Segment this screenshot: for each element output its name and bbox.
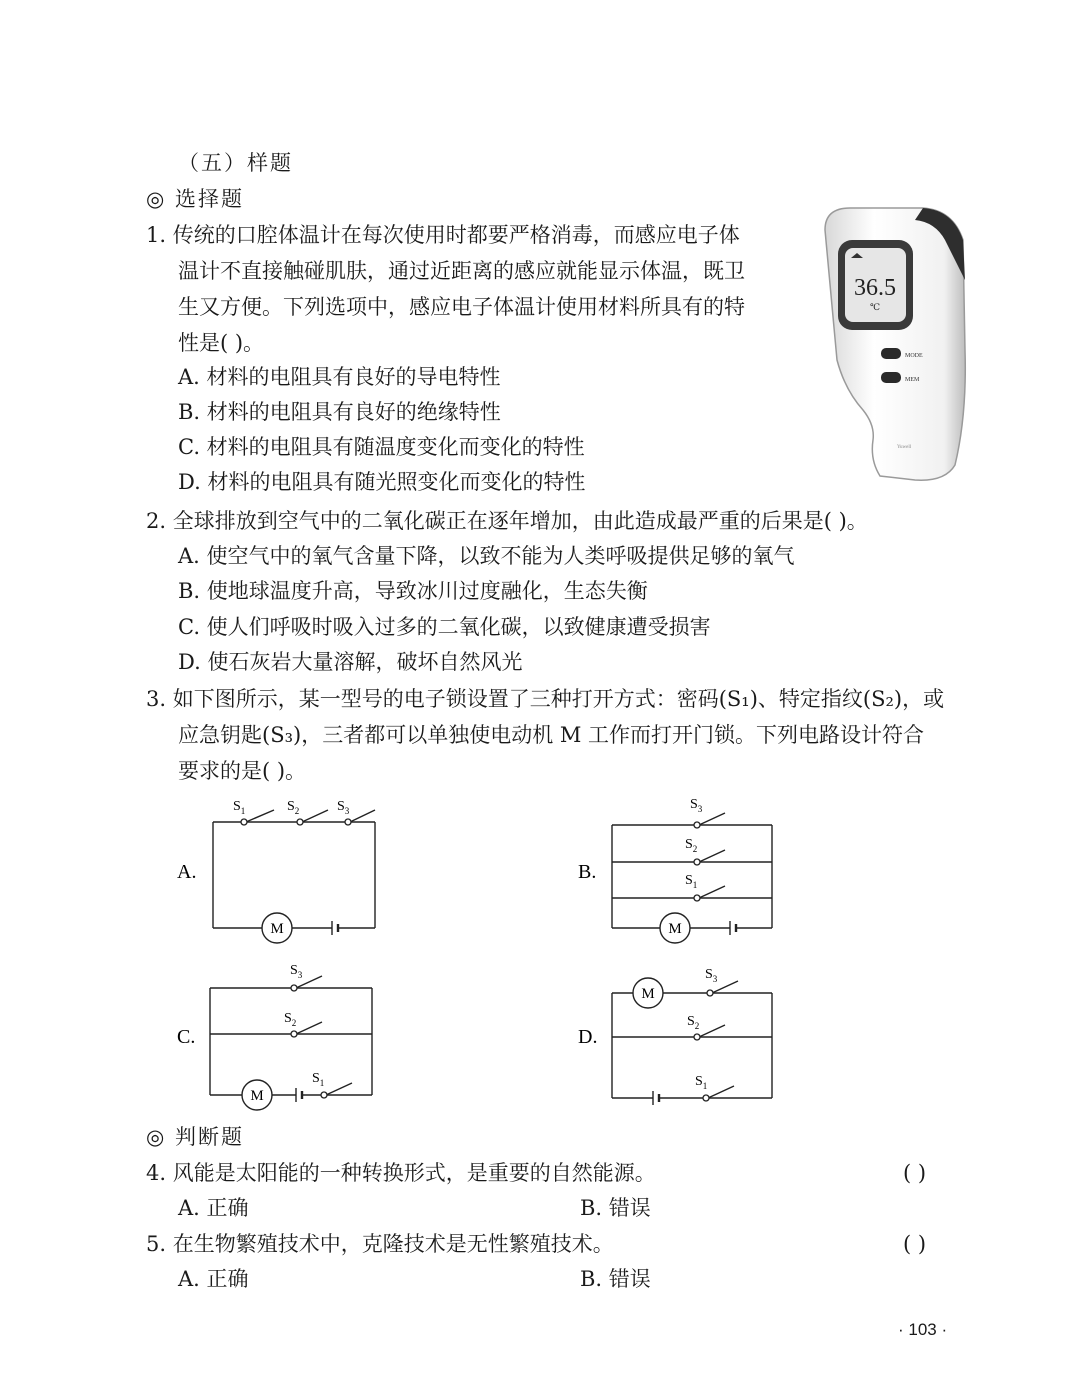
q2-option-d: D. 使石灰岩大量溶解，破坏自然风光	[178, 650, 523, 674]
q1-option-c: C. 材料的电阻具有随温度变化而变化的特性	[178, 435, 585, 459]
q1-option-b: B. 材料的电阻具有良好的绝缘特性	[178, 400, 501, 424]
motor-label-d: M	[641, 986, 655, 1002]
q3-line-3: 要求的是( )。	[178, 759, 307, 783]
switch-label: $S_1$	[695, 1074, 708, 1091]
circuit-a	[213, 810, 375, 943]
thermometer-reading: 36.5	[854, 275, 896, 301]
q5-answer-blank: ( )	[903, 1232, 927, 1256]
multiple-choice-header: ◎ 选择题	[146, 187, 244, 211]
switch-label: $S_3$	[690, 797, 703, 814]
section-title: （五）样题	[178, 151, 293, 175]
q1-option-d: D. 材料的电阻具有随光照变化而变化的特性	[178, 470, 586, 494]
circuit-label-d: D.	[578, 1026, 598, 1048]
switch-label: $S_3$	[337, 799, 350, 816]
switch-label: $S_2$	[685, 837, 698, 854]
q2-option-b: B. 使地球温度升高，导致冰川过度融化，生态失衡	[178, 579, 648, 603]
q1-line-1: 1. 传统的口腔体温计在每次使用时都要严格消毒，而感应电子体	[146, 223, 740, 247]
q5-stem: 5. 在生物繁殖技术中，克隆技术是无性繁殖技术。	[146, 1232, 614, 1256]
circuit-label-b: B.	[578, 861, 597, 883]
q5-option-a: A. 正确	[178, 1267, 249, 1291]
q3-line-2: 应急钥匙(S₃)，三者都可以单独使电动机 M 工作而打开门锁。下列电路设计符合	[178, 723, 925, 747]
motor-label-b: M	[668, 921, 682, 937]
page-number: · 103 ·	[898, 1320, 948, 1339]
q2-stem: 2. 全球排放到空气中的二氧化碳正在逐年增加，由此造成最严重的后果是( )。	[146, 509, 868, 533]
motor-label-c: M	[250, 1088, 264, 1104]
mem-label: MEM	[905, 377, 920, 383]
mode-button	[881, 348, 901, 359]
q1-option-a: A. 材料的电阻具有良好的导电特性	[178, 365, 501, 389]
circuit-c	[210, 976, 372, 1110]
switch-label: $S_3$	[705, 967, 718, 984]
switch-label: $S_1$	[312, 1071, 325, 1088]
q3-line-1: 3. 如下图所示，某一型号的电子锁设置了三种打开方式：密码(S₁)、特定指纹(S₂)，或	[146, 687, 945, 711]
switch-label: $S_1$	[233, 799, 246, 816]
q1-line-2: 温计不直接触碰肌肤，通过近距离的感应就能显示体温，既卫	[178, 259, 745, 283]
q1-line-3: 生又方便。下列选项中，感应电子体温计使用材料所具有的特	[178, 295, 745, 319]
q4-stem: 4. 风能是太阳能的一种转换形式，是重要的自然能源。	[146, 1161, 656, 1185]
thermometer-image	[805, 200, 980, 485]
circuit-d	[612, 978, 772, 1105]
motor-label-a: M	[270, 921, 284, 937]
q2-option-a: A. 使空气中的氧气含量下降，以致不能为人类呼吸提供足够的氧气	[178, 544, 795, 568]
circuit-label-a: A.	[177, 861, 197, 883]
q4-answer-blank: ( )	[903, 1161, 927, 1185]
q1-line-4: 性是( )。	[178, 331, 265, 355]
switch-label: $S_3$	[290, 963, 303, 980]
q4-option-b: B. 错误	[580, 1196, 651, 1220]
mode-label: MODE	[905, 353, 923, 359]
true-false-header: ◎ 判断题	[146, 1125, 244, 1149]
q2-option-c: C. 使人们呼吸时吸入过多的二氧化碳，以致健康遭受损害	[178, 615, 711, 639]
thermometer-unit: ℃	[869, 302, 881, 312]
switch-label: $S_1$	[685, 873, 698, 890]
q4-option-a: A. 正确	[178, 1196, 249, 1220]
switch-label: $S_2$	[687, 1014, 700, 1031]
switch-label: $S_2$	[284, 1011, 297, 1028]
mem-button	[881, 372, 901, 383]
q5-option-b: B. 错误	[580, 1267, 651, 1291]
switch-label: $S_2$	[287, 799, 300, 816]
circuit-diagrams	[160, 790, 840, 1120]
circuit-label-c: C.	[177, 1026, 196, 1048]
thermometer-brand: Yuwell	[897, 445, 912, 450]
